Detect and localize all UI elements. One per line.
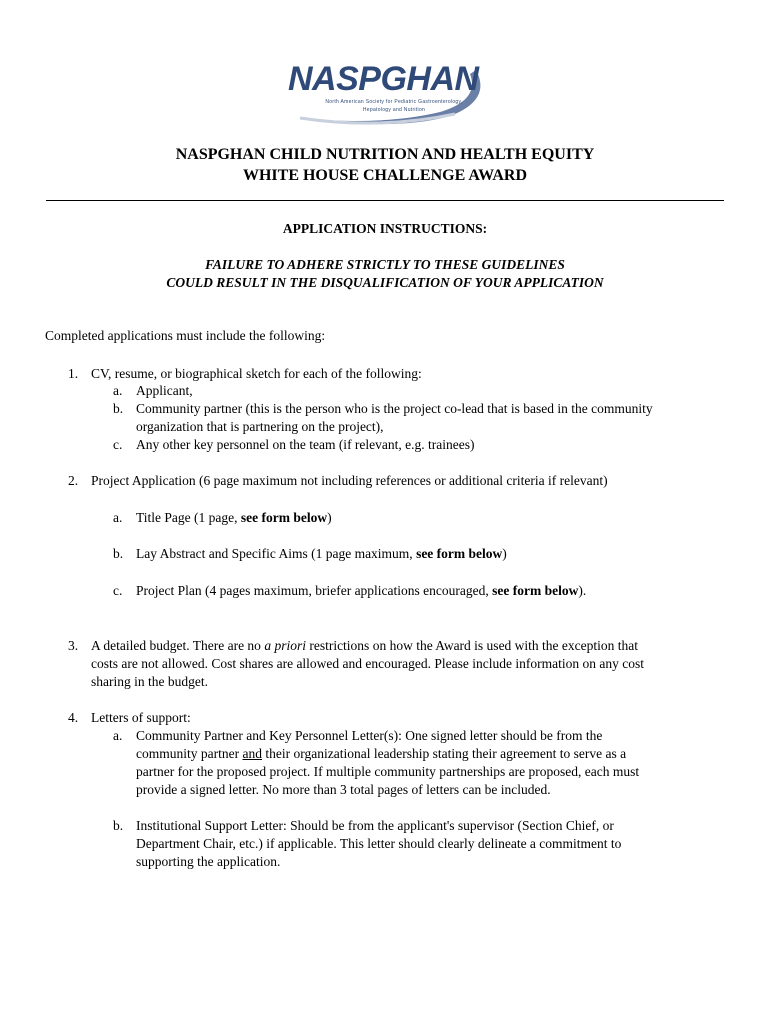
item-text: Letters of support: — [91, 710, 191, 725]
subitem-text: Applicant, — [136, 383, 193, 398]
instructions-heading: APPLICATION INSTRUCTIONS: — [282, 221, 488, 236]
item-number: 3. — [68, 638, 79, 653]
subitem-text-cont: Department Chair, etc.) if applicable. This letter should clearly delineate a commitment to — [136, 836, 622, 851]
intro-text: Completed applications must include the following: — [45, 328, 326, 343]
item-text: A detailed budget. There are no a priori restrictions on how the Award is used with the exception that — [91, 638, 639, 653]
item-text-cont: sharing in the budget. — [91, 674, 208, 689]
item-text: CV, resume, or biographical sketch for each of the following: — [91, 366, 422, 381]
item-text-cont: costs are not allowed. Cost shares are allowed and encouraged. Please include information on any cost — [91, 656, 644, 671]
logo-wordmark: NASPGHAN — [288, 60, 479, 98]
naspghan-logo — [280, 60, 490, 128]
subitem-text-cont: provide a signed letter. No more than 3 total pages of letters can be included. — [136, 782, 551, 797]
subitem-letter: b. — [113, 546, 124, 561]
subitem-letter: b. — [113, 818, 124, 833]
subitem-text: Community partner (this is the person who is the project co-lead that is based in the community — [136, 401, 653, 416]
subitem-text: Project Plan (4 pages maximum, briefer applications encouraged, see form below). — [136, 583, 587, 598]
subitem-text-cont: community partner and their organizational leadership stating their agreement to serve as a — [136, 746, 627, 761]
subitem-text-cont: organization that is partnering on the project), — [136, 419, 384, 434]
subitem-text-cont: supporting the application. — [136, 854, 281, 869]
subitem-letter: c. — [113, 437, 123, 452]
subitem-letter: a. — [113, 383, 123, 398]
subitem-text: Institutional Support Letter: Should be from the applicant's supervisor (Section Chief, or — [136, 818, 614, 833]
warning-line2: COULD RESULT IN THE DISQUALIFICATION OF YOUR APPLICATION — [166, 275, 604, 290]
subitem-text-cont: partner for the proposed project. If multiple community partnerships are proposed, each must — [136, 764, 640, 779]
subitem-text: Any other key personnel on the team (if relevant, e.g. trainees) — [136, 437, 475, 452]
logo-subtitle-line2: Hepatology and Nutrition — [362, 107, 426, 113]
subitem-letter: b. — [113, 401, 124, 416]
subitem-text: Title Page (1 page, see form below) — [136, 510, 332, 525]
item-number: 2. — [68, 473, 79, 488]
logo-subtitle — [310, 98, 478, 114]
item-number: 4. — [68, 710, 79, 725]
item-text: Project Application (6 page maximum not including references or additional criteria if relevant) — [91, 473, 608, 488]
document-title-line1: NASPGHAN CHILD NUTRITION AND HEALTH EQUITY — [175, 146, 595, 163]
subitem-text: Community Partner and Key Personnel Letter(s): One signed letter should be from the — [136, 728, 603, 743]
subitem-letter: a. — [113, 728, 123, 743]
title-divider — [46, 200, 724, 201]
warning-line1: FAILURE TO ADHERE STRICTLY TO THESE GUIDELINES — [205, 257, 565, 272]
subitem-letter: c. — [113, 583, 123, 598]
document-title-line2: WHITE HOUSE CHALLENGE AWARD — [242, 167, 528, 184]
logo-subtitle-line1: North American Society for Pediatric Gastroenterology, — [325, 99, 463, 105]
subitem-text: Lay Abstract and Specific Aims (1 page maximum, see form below) — [136, 546, 507, 561]
subitem-letter: a. — [113, 510, 123, 525]
item-number: 1. — [68, 366, 79, 381]
